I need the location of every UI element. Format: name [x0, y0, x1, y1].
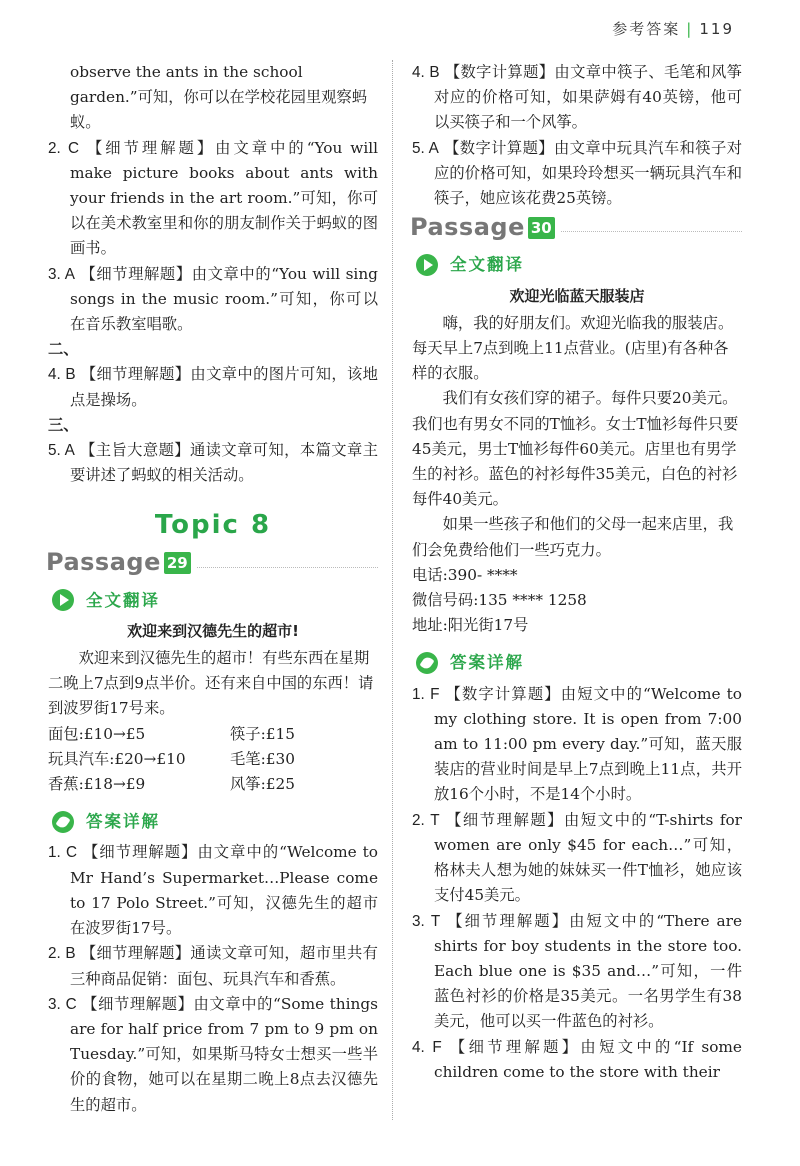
answer-item: 4. B 【细节理解题】由文章中的图片可知，该地点是操场。 [48, 365, 378, 409]
passage-heading [410, 215, 742, 240]
price-row: 香蕉:£18→£9 风筝:£25 [48, 775, 295, 794]
translation-paragraph: 欢迎来到汉德先生的超市！有些东西在星期二晚上7点到9点半价。还有来自中国的东西！请到波罗街17号来。 [48, 649, 374, 718]
header-section: 参考答案 [612, 20, 681, 38]
price-list [48, 722, 378, 798]
passage-number: 29 [164, 552, 191, 574]
page-header [612, 18, 734, 39]
header-separator: | [686, 20, 694, 38]
answer-item: 1. F 【数字计算题】由短文中的“Welcome to my clothing store. It is open from 7:00 am to 11:00 pm every day.”可知，蓝天服装店的营业时间是早上7点到晚上11点，共开放16个小时，不是14个小时。 [412, 684, 742, 804]
answer-item: 5. A 【主旨大意题】通读文章可知，本篇文章主要讲述了蚂蚁的相关活动。 [48, 441, 378, 485]
contact-address: 地址:阳光街17号 [412, 616, 529, 635]
section-marker: 二、 [48, 340, 79, 359]
translation-heading: 全文翻译 [416, 252, 742, 277]
answer-item: 1. C 【细节理解题】由文章中的“Welcome to Mr Hand’s Supermarket…Please come to 17 Polo Street.”可知，汉德先生的超市在波罗街17号。 [48, 843, 378, 938]
answer-item: 2. C 【细节理解题】由文章中的“You will make picture books about ants with your friends in the art room.”可知，你可以在美术教室里和你的朋友制作关于蚂蚁的图画书。 [48, 138, 378, 258]
answer-item: 3. A 【细节理解题】由文章中的“You will sing songs in the music room.”可知，你可以在音乐教室唱歌。 [48, 264, 378, 334]
answer-item: 2. T 【细节理解题】由短文中的“T-shirts for women are only $45 for each…”可知，格林夫人想为她的妹妹买一件T恤衫，她应该支付45美元。 [412, 810, 742, 905]
answer-item: 4. F 【细节理解题】由短文中的“If some children come to the store with their [412, 1037, 742, 1081]
play-icon [52, 589, 74, 611]
section-marker: 三、 [48, 415, 79, 434]
passage-label: Passage [410, 213, 525, 242]
column-divider [392, 60, 393, 1120]
passage-label: Passage [46, 548, 161, 577]
answer-item: 5. A 【数字计算题】由文章中玩具汽车和筷子对应的价格可知，如果玲玲想买一辆玩具汽车和筷子，她应该花费25英镑。 [412, 138, 742, 208]
dotted-rule [561, 231, 742, 232]
translation-title: 欢迎光临蓝天服装店 [509, 286, 645, 305]
contact-wechat: 微信号码:135 **** 1258 [412, 591, 587, 610]
page-number: 119 [699, 20, 734, 38]
price-row: 面包:£10→£5 筷子:£15 [48, 724, 295, 743]
answer-item: 4. B 【数字计算题】由文章中筷子、毛笔和风筝对应的价格可知，如果萨姆有40英镑，他可以买筷子和一个风筝。 [412, 63, 742, 132]
dotted-rule [197, 567, 378, 568]
answer-item: 3. C 【细节理解题】由文章中的“Some things are for half price from 7 pm to 9 pm on Tuesday.”可知，如果斯马特女士想买一些半价的食物，她可以在星期二晚上8点去汉德先生的超市。 [48, 994, 378, 1114]
topic-title: Topic 8 [154, 510, 272, 541]
answers-heading: 答案详解 [52, 809, 378, 834]
translation-heading: 全文翻译 [52, 588, 378, 613]
price-row: 玩具汽车:£20→£10 毛笔:£30 [48, 749, 295, 768]
translation-paragraph: 我们有女孩们穿的裙子。每件只要20美元。我们也有男女不同的T恤衫。女士T恤衫每件只要45美元，男士T恤衫每件60美元。店里也有男学生的衬衫。蓝色的衬衫每件35美元，白色的衬衫每件40美元。 [412, 389, 739, 509]
translation-paragraph: 如果一些孩子和他们的父母一起来店里，我们会免费给他们一些巧克力。 [412, 515, 734, 559]
contact-phone: 电话:390- **** [412, 565, 518, 584]
play-icon [416, 254, 438, 276]
right-column [412, 60, 742, 1085]
continued-answer: observe the ants in the school garden.”可知，你可以在学校花园里观察蚂蚁。 [70, 63, 368, 132]
left-column [48, 60, 378, 1118]
passage-number: 30 [528, 217, 555, 239]
pen-icon [416, 652, 438, 674]
translation-paragraph: 嗨，我的好朋友们。欢迎光临我的服装店。每天早上7点到晚上11点营业。(店里)有各种各样的衣服。 [412, 313, 734, 383]
translation-title: 欢迎来到汉德先生的超市! [127, 621, 299, 640]
answer-item: 3. T 【细节理解题】由短文中的“There are shirts for boy students in the store too. Each blue one is $35 and…”可知，一件蓝色衬衫的价格是35美元。一名男学生有38美元，他可以买一件蓝色的衬衫。 [412, 911, 743, 1031]
answer-item: 2. B 【细节理解题】通读文章可知，超市里共有三种商品促销：面包、玩具汽车和香蕉。 [48, 944, 378, 988]
passage-heading [46, 550, 378, 575]
pen-icon [52, 811, 74, 833]
answers-heading: 答案详解 [416, 650, 742, 675]
